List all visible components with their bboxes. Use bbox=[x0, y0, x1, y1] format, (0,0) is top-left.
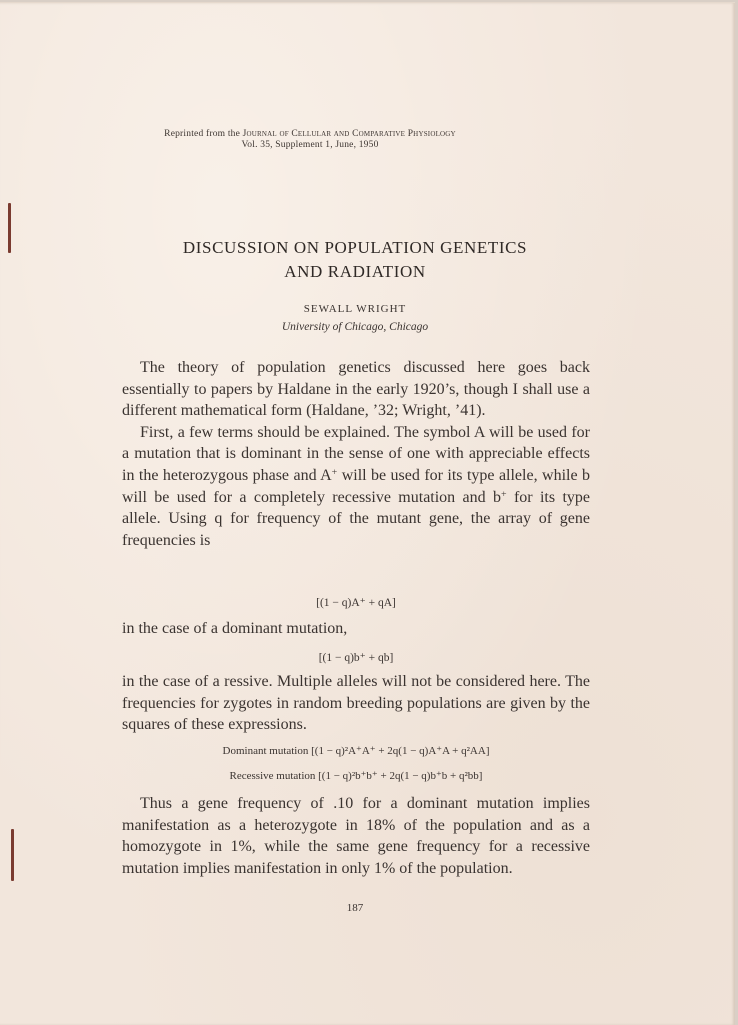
paper-page bbox=[0, 2, 735, 1025]
equation-recessive-zygotes: Recessive mutation [(1 − q)²b⁺b⁺ + 2q(1 − q)b⁺b + q²bb] bbox=[229, 770, 483, 782]
author-affiliation: University of Chicago, Chicago bbox=[281, 321, 429, 333]
author-name: SEWALL WRIGHT bbox=[303, 303, 407, 315]
terms-text-a: First, a few terms should be explained. The symbol A will be used for a mutation that is dominant in the sense of one with appreciable effects in the heterozygous phase and A bbox=[122, 423, 590, 484]
terms-text-b: will be used for its type allele, while b will be used for a completely recessive mutation and b bbox=[122, 466, 591, 506]
body-section-1 bbox=[122, 357, 590, 551]
reprint-journal-line bbox=[110, 129, 510, 140]
reprint-notice bbox=[110, 129, 510, 151]
text-recessive-case: in the case of a ressive. Multiple alleles will not be considered here. The frequencies for zygotes in random breeding populations are given by the squares of these expressions. bbox=[122, 673, 590, 734]
reprint-prefix: Reprinted from the bbox=[164, 129, 241, 139]
staple-mark-top bbox=[8, 203, 11, 253]
paragraph-gene-frequency: Thus a gene frequency of .10 for a dominant mutation implies manifestation as a heterozygote in 18% of the population and as a homozygote in 1%, while the same gene frequency for a recessive mutation implies manifestation in only 1% of the population. bbox=[122, 795, 590, 877]
equation-recessive-array: [(1 − q)b⁺ + qb] bbox=[318, 652, 394, 664]
volume-line: Vol. 35, Supplement 1, June, 1950 bbox=[241, 140, 379, 150]
body-dominant-case bbox=[122, 618, 590, 640]
paragraph-terms bbox=[122, 422, 590, 552]
terms-text-c: for its type allele. Using q for frequency of the mutant gene, the array of gene frequencies is bbox=[122, 488, 591, 549]
journal-name: Journal of Cellular and Comparative Physiology bbox=[242, 129, 456, 139]
superscript-plus: + bbox=[331, 467, 338, 479]
equation-dominant-array: [(1 − q)A⁺ + qA] bbox=[316, 597, 396, 609]
staple-mark-bottom bbox=[11, 829, 14, 881]
paragraph-intro: The theory of population genetics discussed here goes back essentially to papers by Haldane in the early 1920’s, though I shall use a different mathematical form (Haldane, ’32; Wright, ’41). bbox=[122, 359, 590, 420]
title-line-1: DISCUSSION ON POPULATION GENETICS bbox=[182, 238, 528, 257]
body-recessive-case bbox=[122, 671, 590, 736]
equation-dominant-zygotes: Dominant mutation [(1 − q)²A⁺A⁺ + 2q(1 − q)A⁺A + q²AA] bbox=[222, 745, 490, 757]
text-dominant-case: in the case of a dominant mutation, bbox=[122, 620, 348, 637]
article-title bbox=[130, 236, 580, 284]
body-section-3 bbox=[122, 793, 590, 879]
page-number: 187 bbox=[346, 902, 364, 914]
title-line-2: AND RADIATION bbox=[284, 262, 426, 281]
superscript-plus: + bbox=[501, 488, 507, 500]
